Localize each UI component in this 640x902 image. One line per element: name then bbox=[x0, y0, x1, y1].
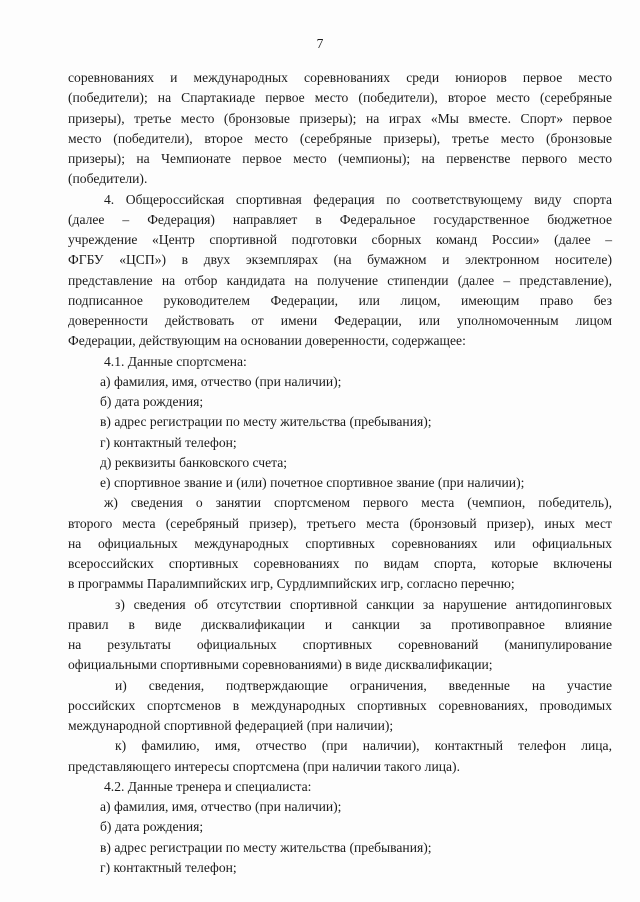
text-line: г) контактный телефон; bbox=[100, 434, 237, 450]
text-line: д) реквизиты банковского счета; bbox=[100, 454, 288, 470]
text-line: на результаты официальных спортивных соревнований (манипулирование bbox=[68, 637, 612, 652]
text-line: 4.1. Данные спортсмена: bbox=[104, 353, 247, 369]
text-line: международной спортивной федерацией (при наличии); bbox=[68, 718, 394, 733]
page-number: 7 bbox=[316, 36, 324, 51]
text-line: ФГБУ «ЦСП») в двух экземплярах (на бумажном и электронном носителе) bbox=[68, 252, 612, 268]
text-line: ж) сведения о занятии спортсменом первого места (чемпион, победитель), bbox=[104, 495, 612, 511]
text-line: а) фамилия, имя, отчество (при наличии); bbox=[100, 799, 342, 814]
text-line: б) дата рождения; bbox=[100, 394, 204, 409]
text-line: и) сведения, подтверждающие ограничения, введенные на участие bbox=[115, 677, 612, 693]
text-line: г) контактный телефон; bbox=[100, 859, 237, 875]
text-line: е) спортивное звание и (или) почетное спортивное звание (при наличии); bbox=[100, 475, 525, 490]
text-line: призеры); на Чемпионате первое место (чемпионы); на первенстве первого место bbox=[68, 151, 612, 166]
text-line: Федерации, действующим на основании доверенности, содержащее: bbox=[68, 333, 466, 349]
text-line: второго места (серебряный призер), третьего места (бронзовый призер), иных мест bbox=[68, 515, 612, 531]
text-line: б) дата рождения; bbox=[100, 819, 204, 835]
text-line: в) адрес регистрации по месту жительства (пребывания); bbox=[100, 414, 432, 430]
text-line: (далее – Федерация) направляет в Федеральное государственное бюджетное bbox=[68, 211, 612, 227]
text-line: учреждение «Центр спортивной подготовки сборных команд России» (далее – bbox=[68, 232, 612, 247]
text-line: з) сведения об отсутствии спортивной санкции за нарушение антидопинговых bbox=[115, 596, 612, 612]
text-line: всероссийских спортивных соревнованиях по видам спорта, которые включены bbox=[68, 556, 612, 571]
text-line: к) фамилию, имя, отчество (при наличии), контактный телефон лица, bbox=[115, 738, 612, 754]
text-line: (победители); на Спартакиаде первое место (победители), второе место (серебряные bbox=[68, 90, 612, 106]
text-line: в) адрес регистрации по месту жительства (пребывания); bbox=[100, 839, 432, 855]
text-line: правил в виде дисквалификации и санкции за противоправное влияние bbox=[68, 616, 612, 632]
text-line: на официальных международных спортивных соревнованиях или официальных bbox=[68, 535, 612, 551]
text-line: доверенности действовать от имени Федерации, или уполномоченным лицом bbox=[68, 313, 612, 328]
text-line: 4. Общероссийская спортивная федерация по соответствующему виду спорта bbox=[104, 191, 612, 207]
text-line: место (победители), второе место (серебряные призеры), третье место (бронзовые bbox=[68, 130, 612, 146]
text-line: представляющего интересы спортсмена (при наличии такого лица). bbox=[68, 758, 460, 774]
text-line: (победители). bbox=[68, 171, 148, 187]
text-line: соревнованиях и международных соревнованиях среди юниоров первое место bbox=[68, 70, 612, 85]
text-line: а) фамилия, имя, отчество (при наличии); bbox=[100, 373, 342, 389]
text-line: призеры), третье место (бронзовые призеры); на играх «Мы вместе. Спорт» первое bbox=[68, 110, 612, 126]
text-line: представление на отбор кандидата на получение стипендии (далее – представление), bbox=[68, 272, 612, 288]
document-body bbox=[68, 68, 612, 878]
text-line: российских спортсменов в международных спортивных соревнованиях, проводимых bbox=[68, 697, 612, 713]
text-line: 4.2. Данные тренера и специалиста: bbox=[104, 778, 312, 794]
text-line: официальными спортивными соревнованиями) в виде дисквалификации; bbox=[68, 657, 493, 673]
text-line: подписанное руководителем Федерации, или лицом, имеющим право без bbox=[68, 292, 612, 308]
text-line: в программы Паралимпийских игр, Сурдлимпийских игр, согласно перечню; bbox=[68, 576, 515, 592]
